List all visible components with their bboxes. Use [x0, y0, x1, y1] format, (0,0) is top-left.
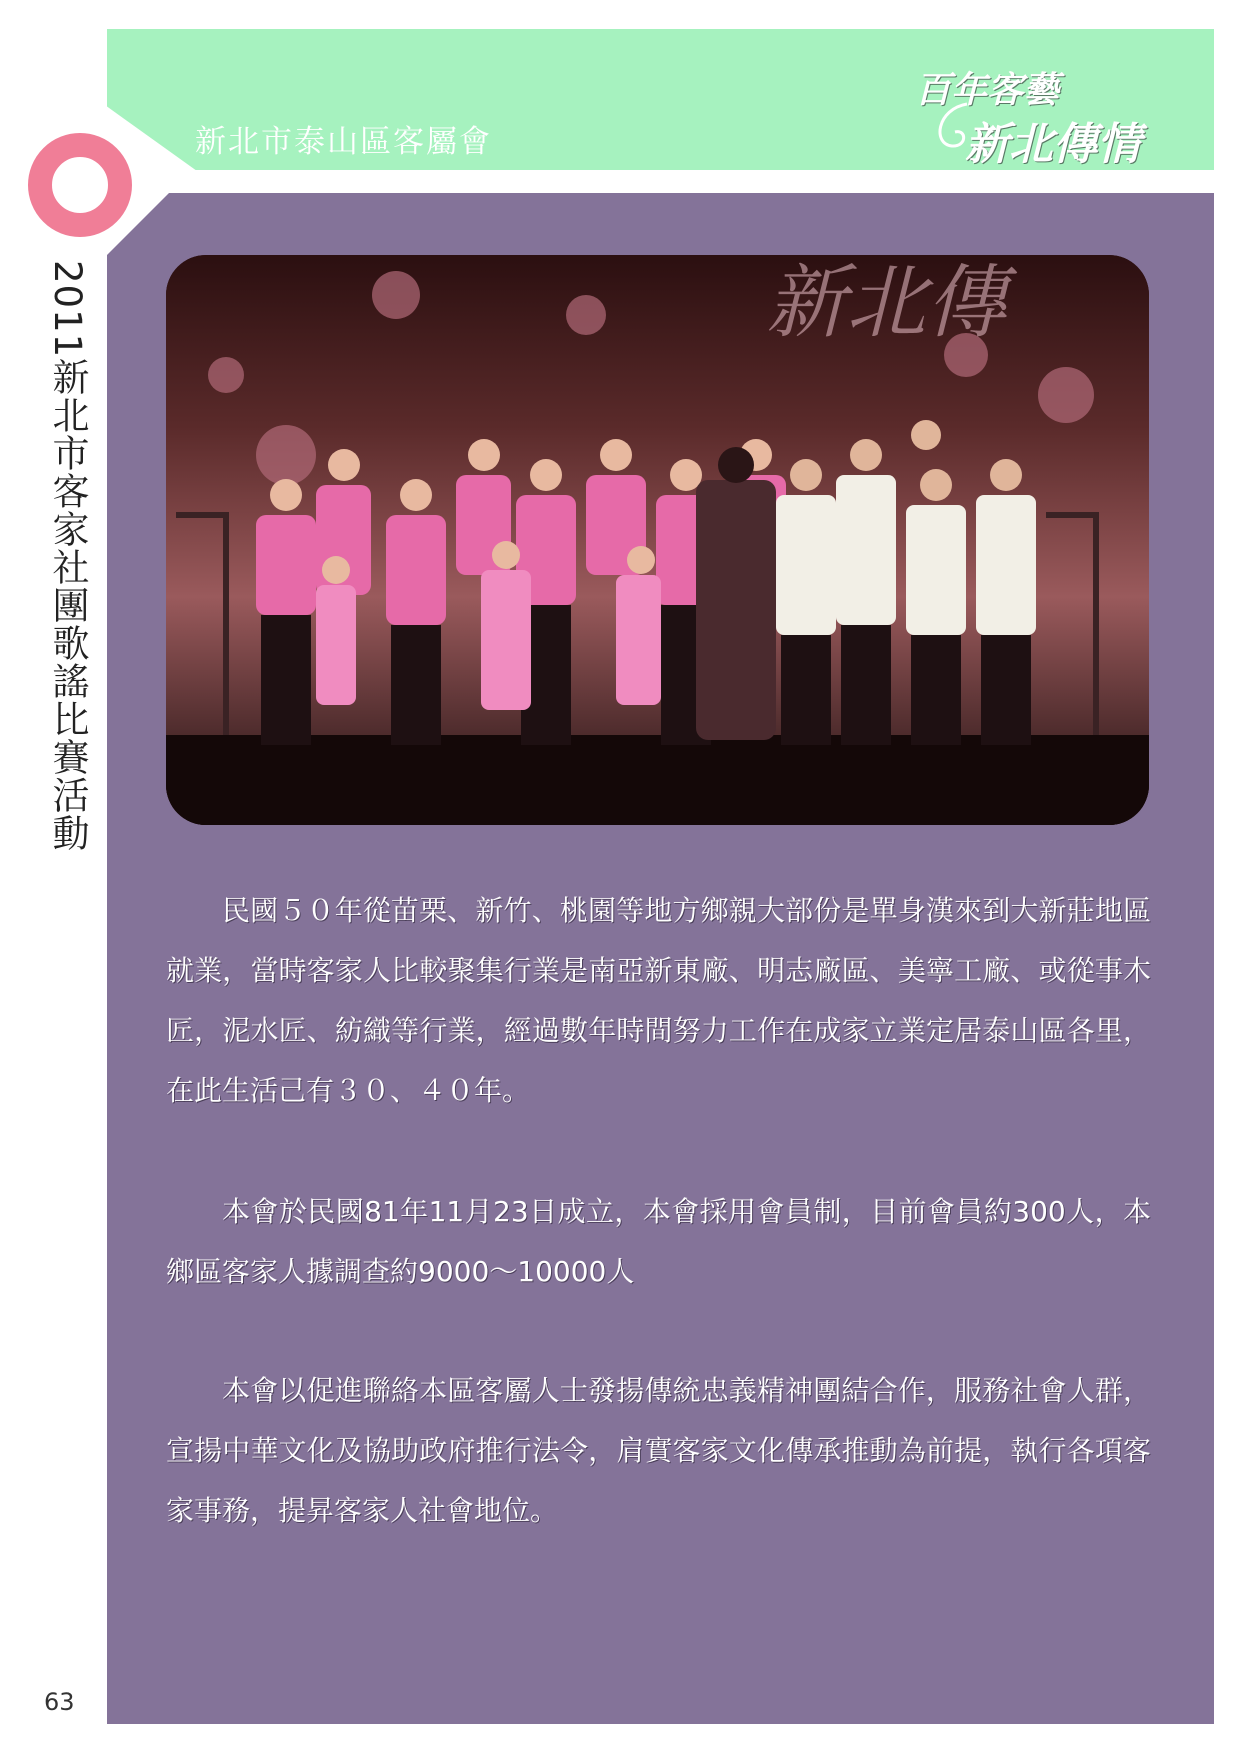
- logo-bottom-text: 新北傳情: [965, 119, 1141, 170]
- pink-circle-icon: [28, 133, 132, 237]
- paragraph-mission: 本會以促進聯絡本區客屬人士發揚傳統忠義精神團結合作，服務社會人群，宣揚中華文化及協助政府推行法令，肩實客家文化傳承推動為前提，執行各項客家事務，提昇客家人社會地位。: [166, 1374, 1151, 1527]
- choir-photo: [166, 255, 1149, 825]
- event-logo: [905, 34, 1185, 170]
- choir-performance-photo-icon: [166, 255, 1149, 825]
- photo-banner-text: 新北傳: [766, 256, 1006, 349]
- vertical-event-title: 2011新北市客家社團歌謠比賽活動: [46, 260, 89, 853]
- page-number: 63: [44, 1688, 75, 1716]
- organization-name: 新北市泰山區客屬會: [195, 124, 492, 160]
- paragraph-founding: 本會於民國81年11月23日成立，本會採用會員制，目前會員約300人，本鄉區客家人據調查約9000～10000人: [166, 1195, 1151, 1288]
- paragraph-history: 民國５０年從苗栗、新竹、桃園等地方鄉親大部份是單身漢來到大新莊地區就業，當時客家人比較聚集行業是南亞新東廠、明志廠區、美寧工廠、或從事木匠，泥水匠、紡織等行業，經過數年時間努力工作在成家立業定居泰山區各里，在此生活己有３０、４０年。: [166, 894, 1151, 1107]
- logo-top-text: 百年客藝: [915, 69, 1060, 111]
